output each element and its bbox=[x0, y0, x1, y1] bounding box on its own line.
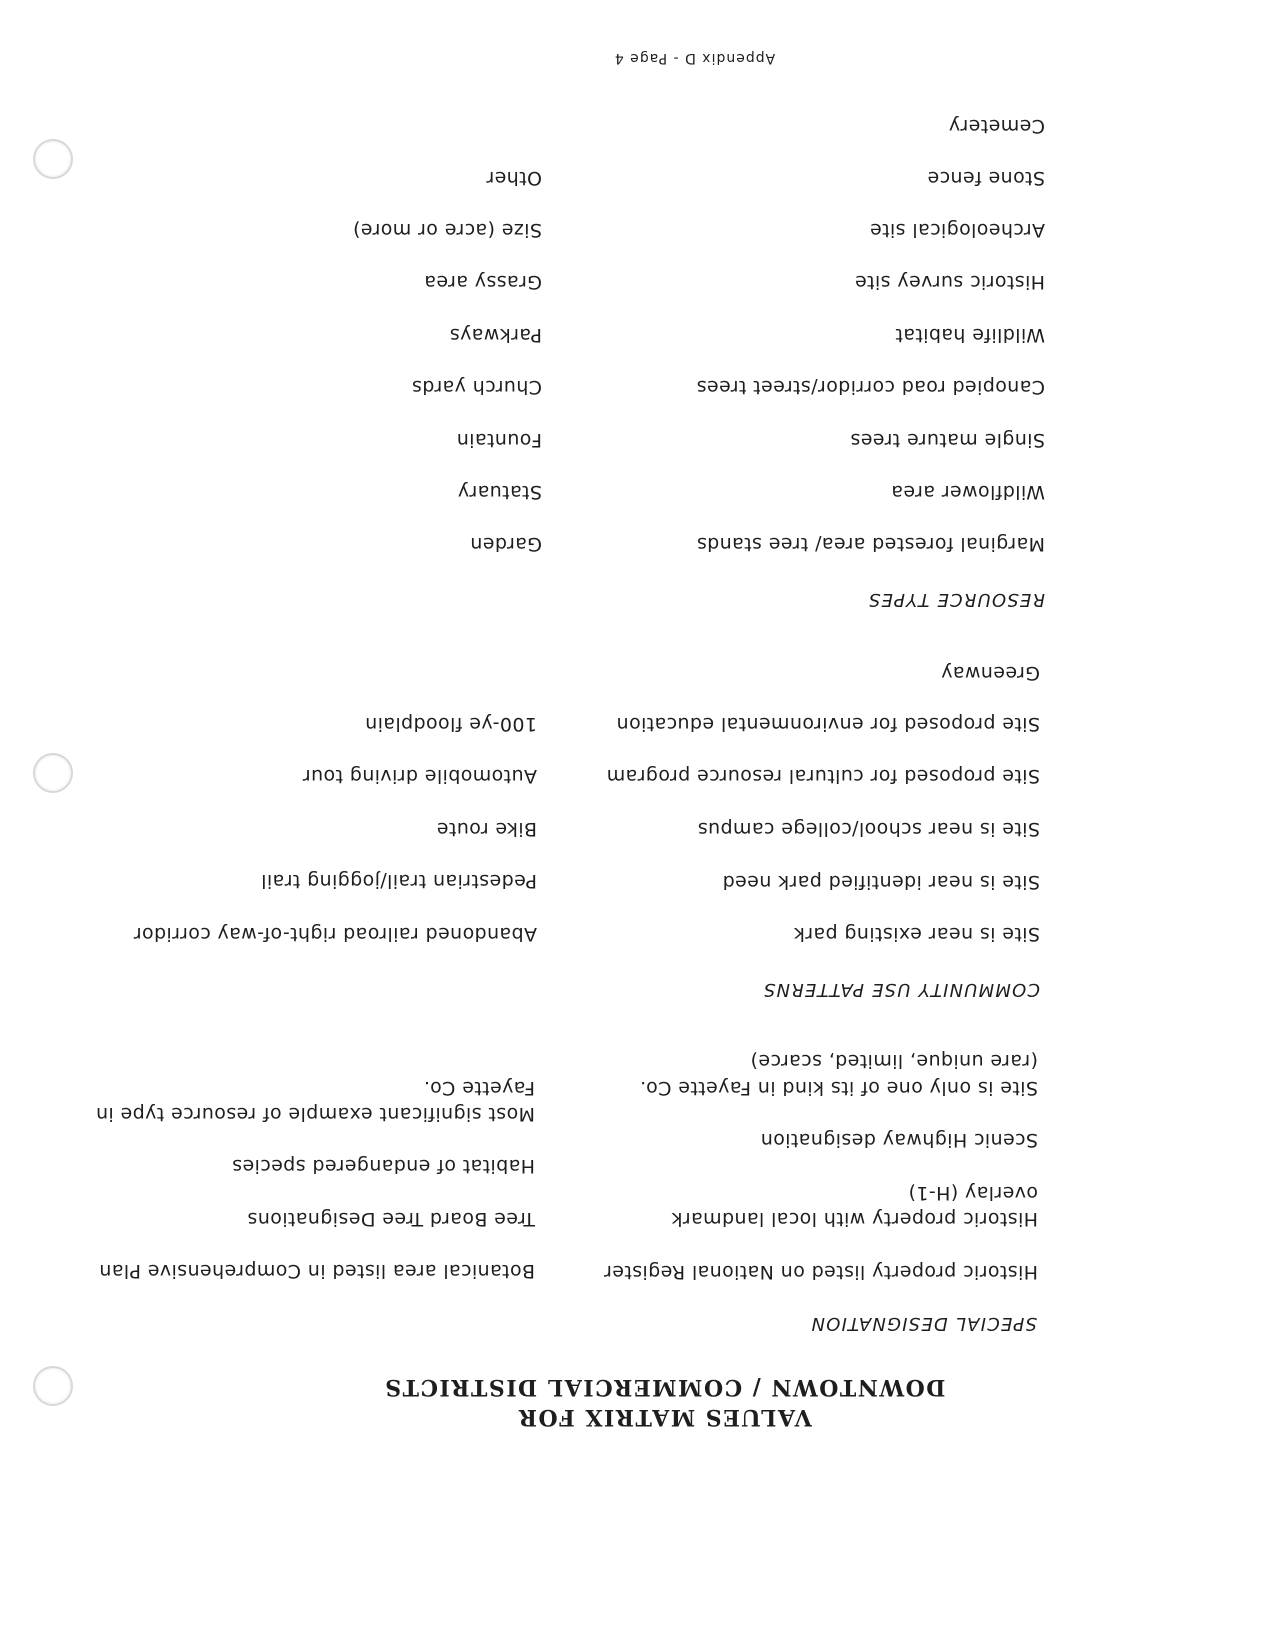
resource-left-item: Archeological site bbox=[869, 219, 1045, 241]
resource-right-item: Size (acre or more) bbox=[352, 219, 542, 241]
page-footer: Appendix D - Page 4 bbox=[613, 50, 776, 66]
resource-right-item: Church yards bbox=[411, 376, 542, 398]
binder-hole-bottom bbox=[33, 139, 73, 179]
resource-left-item: Wildlife habitat bbox=[895, 324, 1045, 346]
community-use-heading: COMMUNITY USE PATTERNS bbox=[762, 979, 1040, 1000]
resource-left-item: Historic survey site bbox=[854, 271, 1045, 293]
resource-right-item: Other bbox=[486, 167, 542, 189]
resource-right-item: Grassy area bbox=[423, 271, 542, 293]
resource-types-heading: RESOURCE TYPES bbox=[867, 589, 1045, 610]
title-line-1: VALUES MATRIX FOR bbox=[517, 1404, 812, 1430]
special-right-item: Tree Board Tree Designations bbox=[247, 1208, 535, 1230]
community-left-item: Site proposed for cultural resource program bbox=[606, 765, 1040, 787]
community-left-item: Site proposed for environmental education bbox=[616, 713, 1040, 735]
community-right-item: Abandoned railroad right-of-way corridor bbox=[133, 923, 537, 945]
special-left-item: Historic property with local landmark bbox=[671, 1208, 1038, 1230]
special-left-item: overlay (H-1) bbox=[908, 1182, 1038, 1204]
resource-left-item: Marginal forested area/ tree stands bbox=[696, 533, 1045, 555]
special-left-item: (rare unique, limited, scarce) bbox=[750, 1050, 1038, 1072]
document-title bbox=[0, 1372, 1275, 1432]
community-left-item: Site is near identified park need bbox=[722, 871, 1040, 893]
resource-left-item: Canopied road corridor/street trees bbox=[696, 376, 1045, 398]
resource-right-item: Fountain bbox=[456, 429, 542, 451]
special-right-item: Botanical area listed in Comprehensive Plan bbox=[98, 1260, 535, 1282]
resource-left-item: Single mature trees bbox=[850, 429, 1045, 451]
community-right-item: Bike route bbox=[436, 818, 537, 840]
resource-right-item: Statuary bbox=[457, 481, 542, 503]
special-designation-heading: SPECIAL DESIGNATION bbox=[810, 1313, 1037, 1334]
community-right-item: Automobile driving tour bbox=[302, 765, 537, 787]
title-line-2: DOWNTOWN / COMMERCIAL DISTRICTS bbox=[383, 1374, 946, 1400]
resource-left-item: Cemetery bbox=[948, 115, 1045, 137]
resource-right-item: Garden bbox=[469, 533, 542, 555]
special-right-item: Fayette Co. bbox=[423, 1077, 535, 1099]
special-left-item: Historic property listed on National Register bbox=[603, 1261, 1038, 1283]
resource-left-item: Wildflower area bbox=[890, 481, 1045, 503]
community-right-item: 100-ye floodplain bbox=[364, 713, 537, 735]
community-left-item: Site is near school/college campus bbox=[697, 818, 1040, 840]
binder-hole-middle bbox=[33, 753, 73, 793]
special-right-item: Habitat of endangered species bbox=[231, 1155, 535, 1177]
resource-left-item: Stone fence bbox=[927, 167, 1045, 189]
resource-right-item: Parkways bbox=[449, 324, 542, 346]
special-right-item: Most significant example of resource type in bbox=[95, 1103, 535, 1125]
special-left-item: Site is only one of its kind in Fayette Co. bbox=[639, 1077, 1038, 1099]
community-left-item: Site is near existing park bbox=[793, 923, 1040, 945]
community-right-item: Pedestrian trail/jogging trail bbox=[260, 870, 537, 892]
community-left-item: Greenway bbox=[940, 662, 1040, 684]
special-left-item: Scenic Highway designation bbox=[760, 1129, 1038, 1151]
